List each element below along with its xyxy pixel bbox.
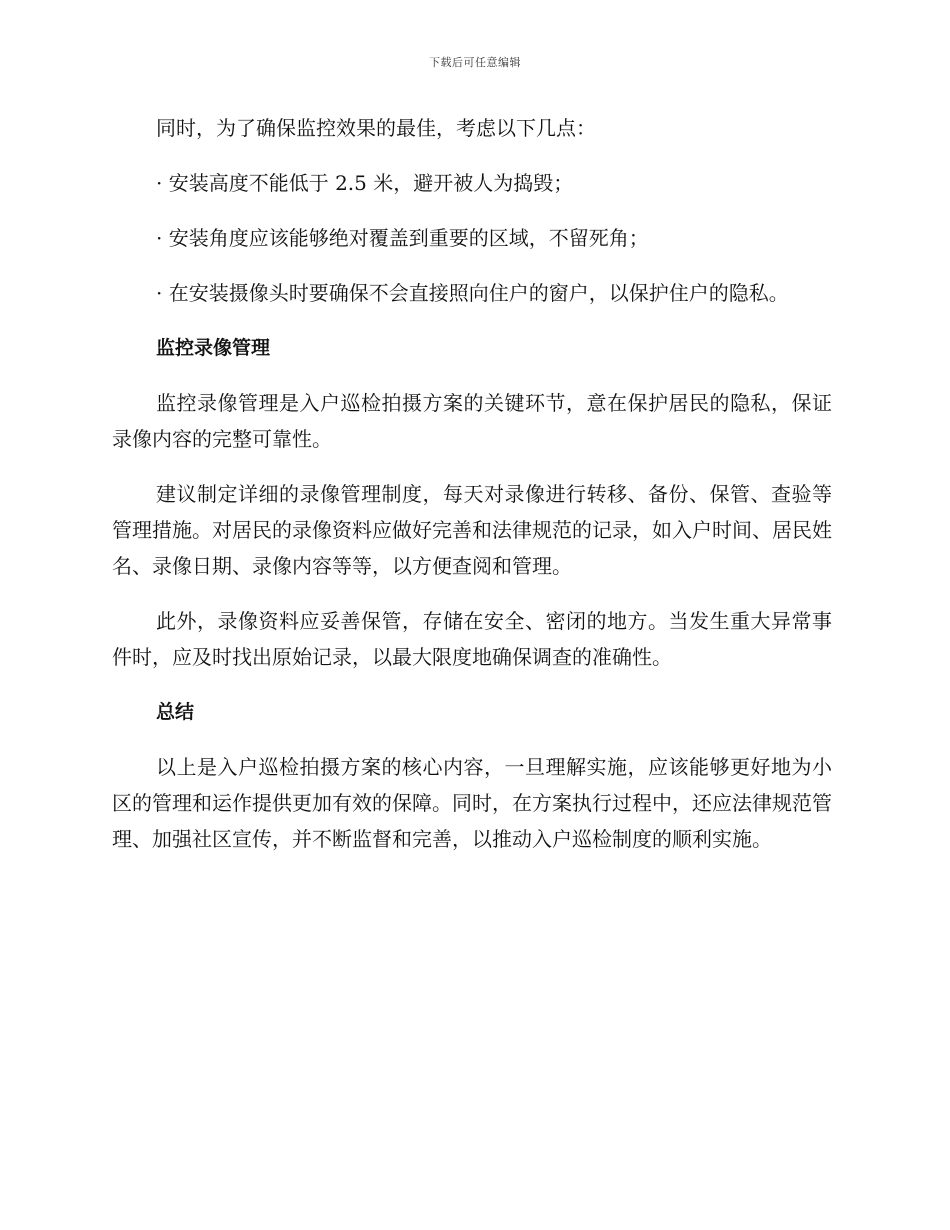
paragraph-recording-overview: 监控录像管理是入户巡检拍摄方案的关键环节，意在保护居民的隐私，保证录像内容的完整可靠性。 bbox=[112, 391, 832, 451]
document-body bbox=[112, 110, 832, 876]
page-header-note: 下载后可任意编辑 bbox=[429, 56, 521, 69]
bullet-install-angle: · 安装角度应该能够绝对覆盖到重要的区域，不留死角； bbox=[156, 226, 649, 250]
section-heading-summary: 总结 bbox=[156, 701, 195, 723]
paragraph-intro: 同时，为了确保监控效果的最佳，考虑以下几点： bbox=[156, 116, 596, 140]
paragraph-recording-system: 建议制定详细的录像管理制度，每天对录像进行转移、备份、保管、查验等管理措施。对居民的录像资料应做好完善和法律规范的记录，如入户时间、居民姓名、录像日期、录像内容等等，以方便查阅和管理。 bbox=[112, 482, 832, 578]
paragraph-recording-storage: 此外，录像资料应妥善保管，存储在安全、密闭的地方。当发生重大异常事件时，应及时找出原始记录，以最大限度地确保调查的准确性。 bbox=[112, 609, 832, 669]
bullet-privacy: · 在安装摄像头时要确保不会直接照向住户的窗户，以保护住户的隐私。 bbox=[156, 281, 789, 305]
paragraph-summary: 以上是入户巡检拍摄方案的核心内容，一旦理解实施，应该能够更好地为小区的管理和运作提供更加有效的保障。同时，在方案执行过程中，还应法律规范管理、加强社区宣传，并不断监督和完善，以推动入户巡检制度的顺利实施。 bbox=[112, 755, 832, 851]
section-heading-recording-management: 监控录像管理 bbox=[156, 337, 271, 359]
bullet-install-height: · 安装高度不能低于 2.5 米，避开被人为捣毁； bbox=[156, 171, 574, 195]
